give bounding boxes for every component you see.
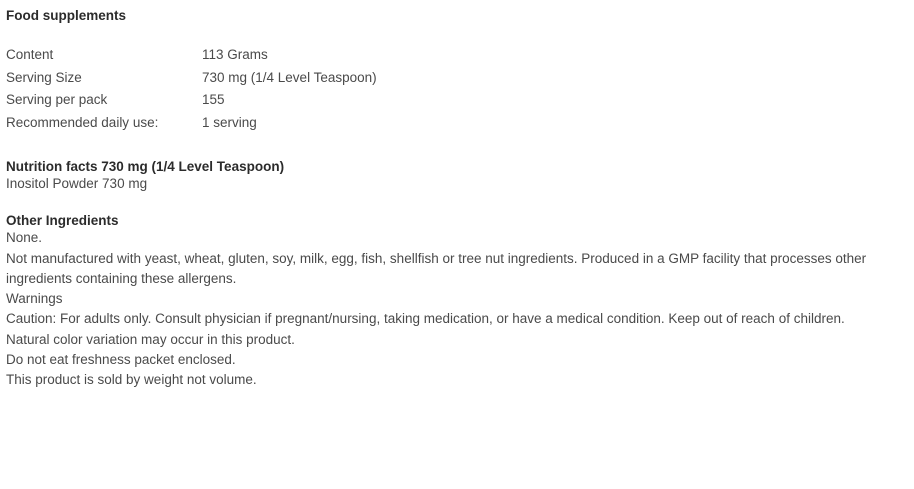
spec-label: Serving Size	[6, 69, 82, 85]
allergen-statement: Not manufactured with yeast, wheat, gluten, soy, milk, egg, fish, shellfish or tree nut ingredients. Produced in a GMP facility that processes other ingredients containing these allergens.	[6, 250, 867, 286]
table-row	[6, 115, 377, 138]
warnings-heading: Warnings	[6, 291, 63, 307]
warning-item: Do not eat freshness packet enclosed.	[6, 351, 236, 367]
other-ingredients-heading: Other Ingredients	[6, 213, 119, 229]
table-row	[6, 47, 377, 70]
nutrition-facts-line: Inositol Powder 730 mg	[6, 176, 148, 192]
nutrition-facts-heading: Nutrition facts 730 mg (1/4 Level Teaspoon)	[6, 159, 285, 175]
table-row	[6, 92, 377, 115]
warning-item: Natural color variation may occur in this product.	[6, 331, 295, 347]
other-ingredients-value: None.	[6, 230, 43, 246]
warning-item: This product is sold by weight not volume.	[6, 372, 257, 388]
spec-value: 1 serving	[202, 114, 257, 130]
table-row	[6, 70, 377, 93]
warning-item: Caution: For adults only. Consult physician if pregnant/nursing, taking medication, or have a medical condition. Keep out of reach of children.	[6, 311, 845, 327]
spec-label: Recommended daily use:	[6, 114, 159, 130]
product-specs-table	[6, 47, 377, 137]
spec-label: Content	[6, 47, 54, 62]
page-title: Food supplements	[6, 8, 127, 23]
spec-value: 113 Grams	[202, 47, 268, 62]
spec-label: Serving per pack	[6, 92, 108, 108]
spec-value: 730 mg (1/4 Level Teaspoon)	[202, 69, 377, 85]
spec-value: 155	[202, 92, 225, 108]
